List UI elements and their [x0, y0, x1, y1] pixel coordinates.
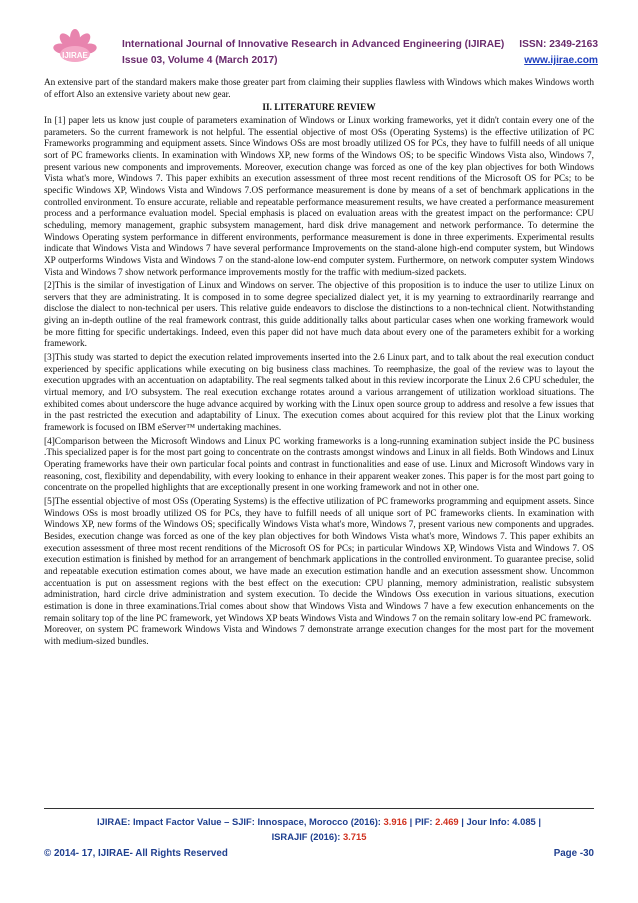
review-paragraph-1: In [1] paper lets us know just couple of parameters examination of Windows or Linux working frameworks, yet it didn't contain every one of the parameters. So the current framework is not helpful. The essential objective of most OSs (Operating Systems) is the effective utilization of PC Frameworks programming and equipment assets. Since Windows OSs are most broadly utilized OS for PCs, they have to fulfill needs of all unique sort of PC frameworks clients. In examination with Windows XP, new forms of the Windows OS; to be specific Windows Vista also, Windows 7, present various new components and improvements. Moreover, execution change was forced as one of the key plan objectives for both Windows Vista what's more, Windows 7. This paper exhibits an execution assessment of three most recent renditions of the Microsoft OS for PCs; to be specific Windows XP, Windows Vista and Windows 7.OS performance measurement is done by means of a set of benchmark applications in the controlled environment. To ensure accurate, reliable and repeatable performance measurement results, we have created a performance measurement process and a performance evaluation model. Special emphasis is placed on evaluation areas with the greatest impact on the performance: CPU scheduling, memory management, graphic subsystem management, hard disk drive management and network performance. To determine the Windows Operating system performance in different environments, performance measurement is done in three experiments. Experimental results indicate that Windows Vista and Windows 7 have several performance Improvements on the stand-alone high-end computer system, but Windows XP outperforms Windows Vista and Windows 7 on the stand-alone low-end computer system. Furthermore, on network computer system Windows Vista and Windows 7 show network performance improvements mostly for the traffic with medium-sized packets. — [44, 115, 594, 278]
journal-header — [44, 36, 604, 76]
review-paragraph-3: [3]This study was started to depict the execution related improvements inserted into the 2.6 Linux part, and to talk about the real execution conduct experienced by specific applications while executing on big business class machines. To reemphasize, the goal of the review was to layout the execution upgrades with an accentuation on adaptability. The real segments talked about in this review incorporate the Linux 2.6 CPU scheduler, the virtual memory, and I/O subsystem. The real execution exchange rotates around a various arrangement of utilization workload situations. The exhibited comes about underscore the huge advance acquired by working with the Linux open source group to address and resolve a few issues that in the past restricted the execution and adaptability of Linux. The execution comes about acquired for this review plot that the Linux working framework is focused on IBM eServer™ undertaking machines. — [44, 353, 594, 434]
section-heading: II. LITERATURE REVIEW — [262, 103, 376, 114]
journal-url-link[interactable]: www.ijirae.com — [524, 55, 598, 66]
journal-issue: Issue 03, Volume 4 (March 2017) — [122, 55, 278, 66]
copyright-notice: © 2014- 17, IJIRAE- All Rights Reserved — [44, 848, 228, 859]
jour-info: | Jour Info: 4.085 | — [458, 816, 541, 827]
sjif-value: 3.916 — [383, 816, 408, 827]
pif-label: | PIF: — [407, 816, 436, 827]
israjif-line — [44, 831, 594, 842]
journal-issn: ISSN: 2349-2163 — [519, 39, 598, 50]
pif-value: 2.469 — [435, 816, 459, 827]
review-paragraph-2: [2]This is the similar of investigation of Linux and Windows on server. The objective of this proposition is to induce the user to utilize Linux on servers that they are administrating. It is composed in to some degree specialized dialect yet, it is my yearning to extraordinarily rearrange and disclose the dialect to non-technical per users. This relative guide endeavors to disclose the distinctions to a non-technical client. Notwithstanding giving an in-depth outline of the real framework contrast, this guide additionally talks about particular cases when one working framework would be more fitting for specific undertakings. Indeed, even this paper did not have much data about every one of the parameters exhibit for a working framework. — [44, 281, 594, 350]
review-paragraph-6: Moreover, on system PC framework Windows Vista and Windows 7 demonstrate arrange execution changes for the most part for the movement with medium-sized bundles. — [44, 625, 594, 647]
israjif-value: 3.715 — [342, 831, 367, 842]
intro-paragraph: An extensive part of the standard makers make those greater part from claiming their supplies flawless with Windows which makes Windows worth of effort Also an extensive variety about new gear. — [44, 78, 594, 100]
article-body — [44, 78, 594, 651]
journal-logo — [52, 28, 98, 74]
page-number: Page -30 — [553, 848, 594, 859]
journal-title: International Journal of Innovative Research in Advanced Engineering (IJIRAE) — [122, 39, 505, 50]
review-paragraph-5: [5]The essential objective of most OSs (Operating Systems) is the effective utilization of PC frameworks programming and equipment assets. Since Windows OSs is most broadly utilized OS for PCs, they have to fulfill needs of all unique sort of PC frameworks clients. In examination with Windows XP, new forms of the Windows OS; specifically Windows Vista what's more, Windows 7, present various new components and upgrades. Besides, execution change was forced as one of the key plan objectives for both Windows Vista what's more, Windows 7. This paper exhibits an execution assessment of three most recent renditions of the Microsoft OS for PCs; in particular Windows XP, Windows Vista and Windows 7. OS execution estimation is finished by method for an arrangement of benchmark applications in the controlled environment. To guarantee precise, solid and repeatable execution estimation comes about, we have made an execution estimation handle and an execution assessment show. Uncommon accentuation is put on assessment regions with the best effect on the execution: CPU planning, memory administration, realistic subsystem administration, hard circle drive administration and system execution. To decide the Windows Oss execution in various situations, execution estimation is done in three examinations.Trial comes about show that Windows Vista and Windows 7 have a few execution enhancements on the remain solitary top of the line PC framework, yet Windows XP beats Windows Vista and Windows 7 on the remain solitary low-end PC framework. — [44, 496, 594, 624]
impact-prefix: IJIRAE: Impact Factor Value – SJIF: Innospace, Morocco (2016): — [97, 816, 384, 827]
svg-text:IJIRAE: IJIRAE — [62, 51, 88, 60]
israjif-label: ISRAJIF (2016): — [271, 831, 343, 842]
review-paragraph-4: [4]Comparison between the Microsoft Windows and Linux PC working frameworks is a long-running examination subject inside the PC business .This specialized paper is for the most part going to concentrate on the contrasts amongst windows and Linux in all fields. Both Windows and Linux Operating frameworks have their own particular focal points and contrast in functionalities and ease of use. Linux and Microsoft Windows vary in reasoning, cost, flexibility and dependability, with every looking to enhance in their apparent weaker zones. This paper is for the most part going to concentrate on the propelled highlights that are exceptionally present in one working framework and not in other one. — [44, 436, 594, 494]
impact-factor-line — [44, 816, 594, 828]
footer-divider — [44, 808, 594, 809]
